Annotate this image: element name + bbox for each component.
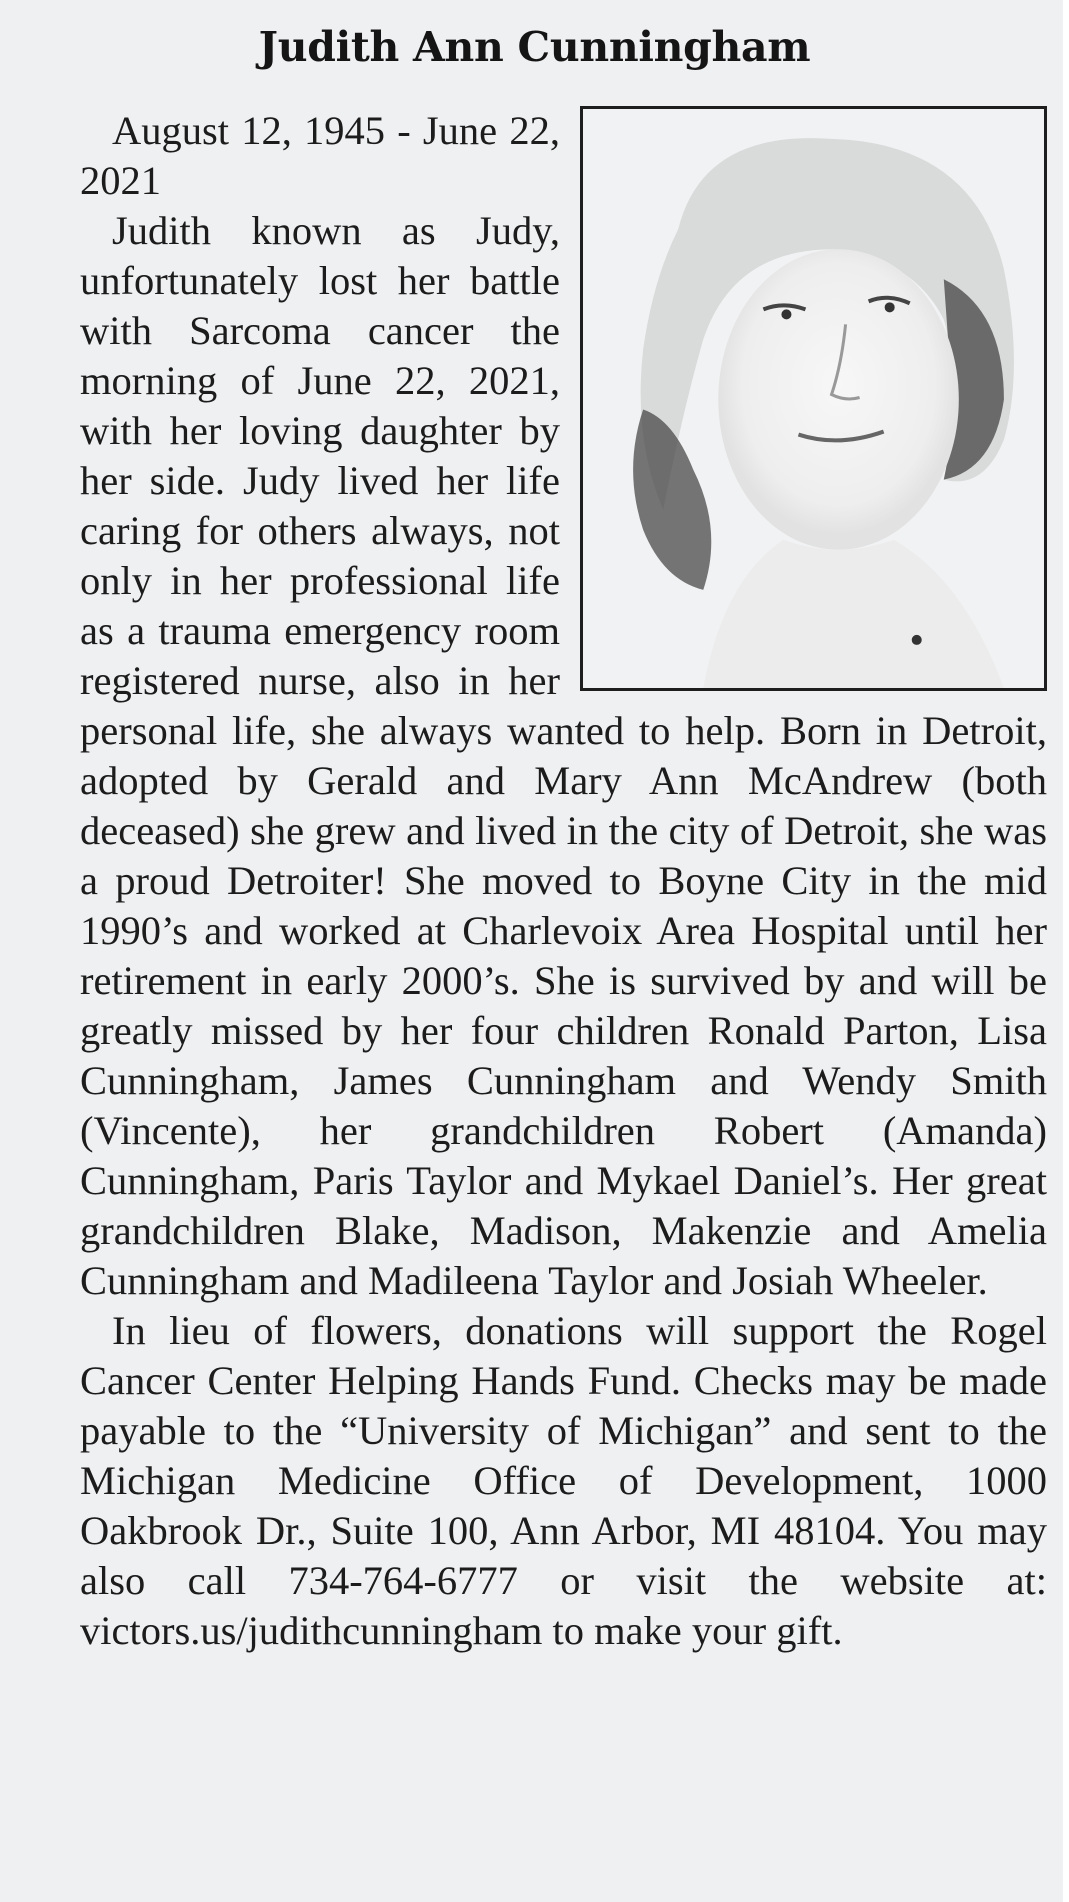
obituary-body (80, 106, 1047, 1656)
obituary-title: Judith Ann Cunningham (258, 23, 811, 71)
obituary-paragraph-life: Judith known as Judy, unfortunately lost her battle with Sarcoma cancer the morning of June 22, 2021, with her loving daughter by her side. Judy lived her life caring for others always, not only in her professional life as a trauma emergency room registered nurse, also in her personal life, she always wanted to help. Born in Detroit, adopted by Gerald and Mary Ann McAndrew (both deceased) she grew and lived in the city of Detroit, she was a proud Detroiter! She moved to Boyne City in the mid 1990’s and worked at Charlevoix Area Hospital until her retirement in early 2000’s. She is survived by and will be greatly missed by her four children Ronald Parton, Lisa Cunningham, James Cunningham and Wendy Smith (Vincente), her grandchildren Robert (Amanda) Cunningham, Paris Taylor and Mykael Daniel’s. Her great grandchildren Blake, Madison, Makenzie and Amelia Cunningham and Madileena Taylor and Josiah Wheeler. (80, 208, 1047, 1303)
portrait-photo (580, 106, 1047, 691)
obituary-paragraph-donations: In lieu of flowers, donations will support the Rogel Cancer Center Helping Hands Fund. Checks may be made payable to the “University of Michigan” and sent to the Michigan Medicine Office of Development, 1000 Oakbrook Dr., Suite 100, Ann Arbor, MI 48104. You may also call 734-764-6777 or visit the website at: victors.us/judithcunningham to make your gift. (80, 1308, 1047, 1653)
obituary-dates: August 12, 1945 - June 22, 2021 (80, 108, 560, 203)
portrait-photo-icon (583, 109, 1044, 688)
